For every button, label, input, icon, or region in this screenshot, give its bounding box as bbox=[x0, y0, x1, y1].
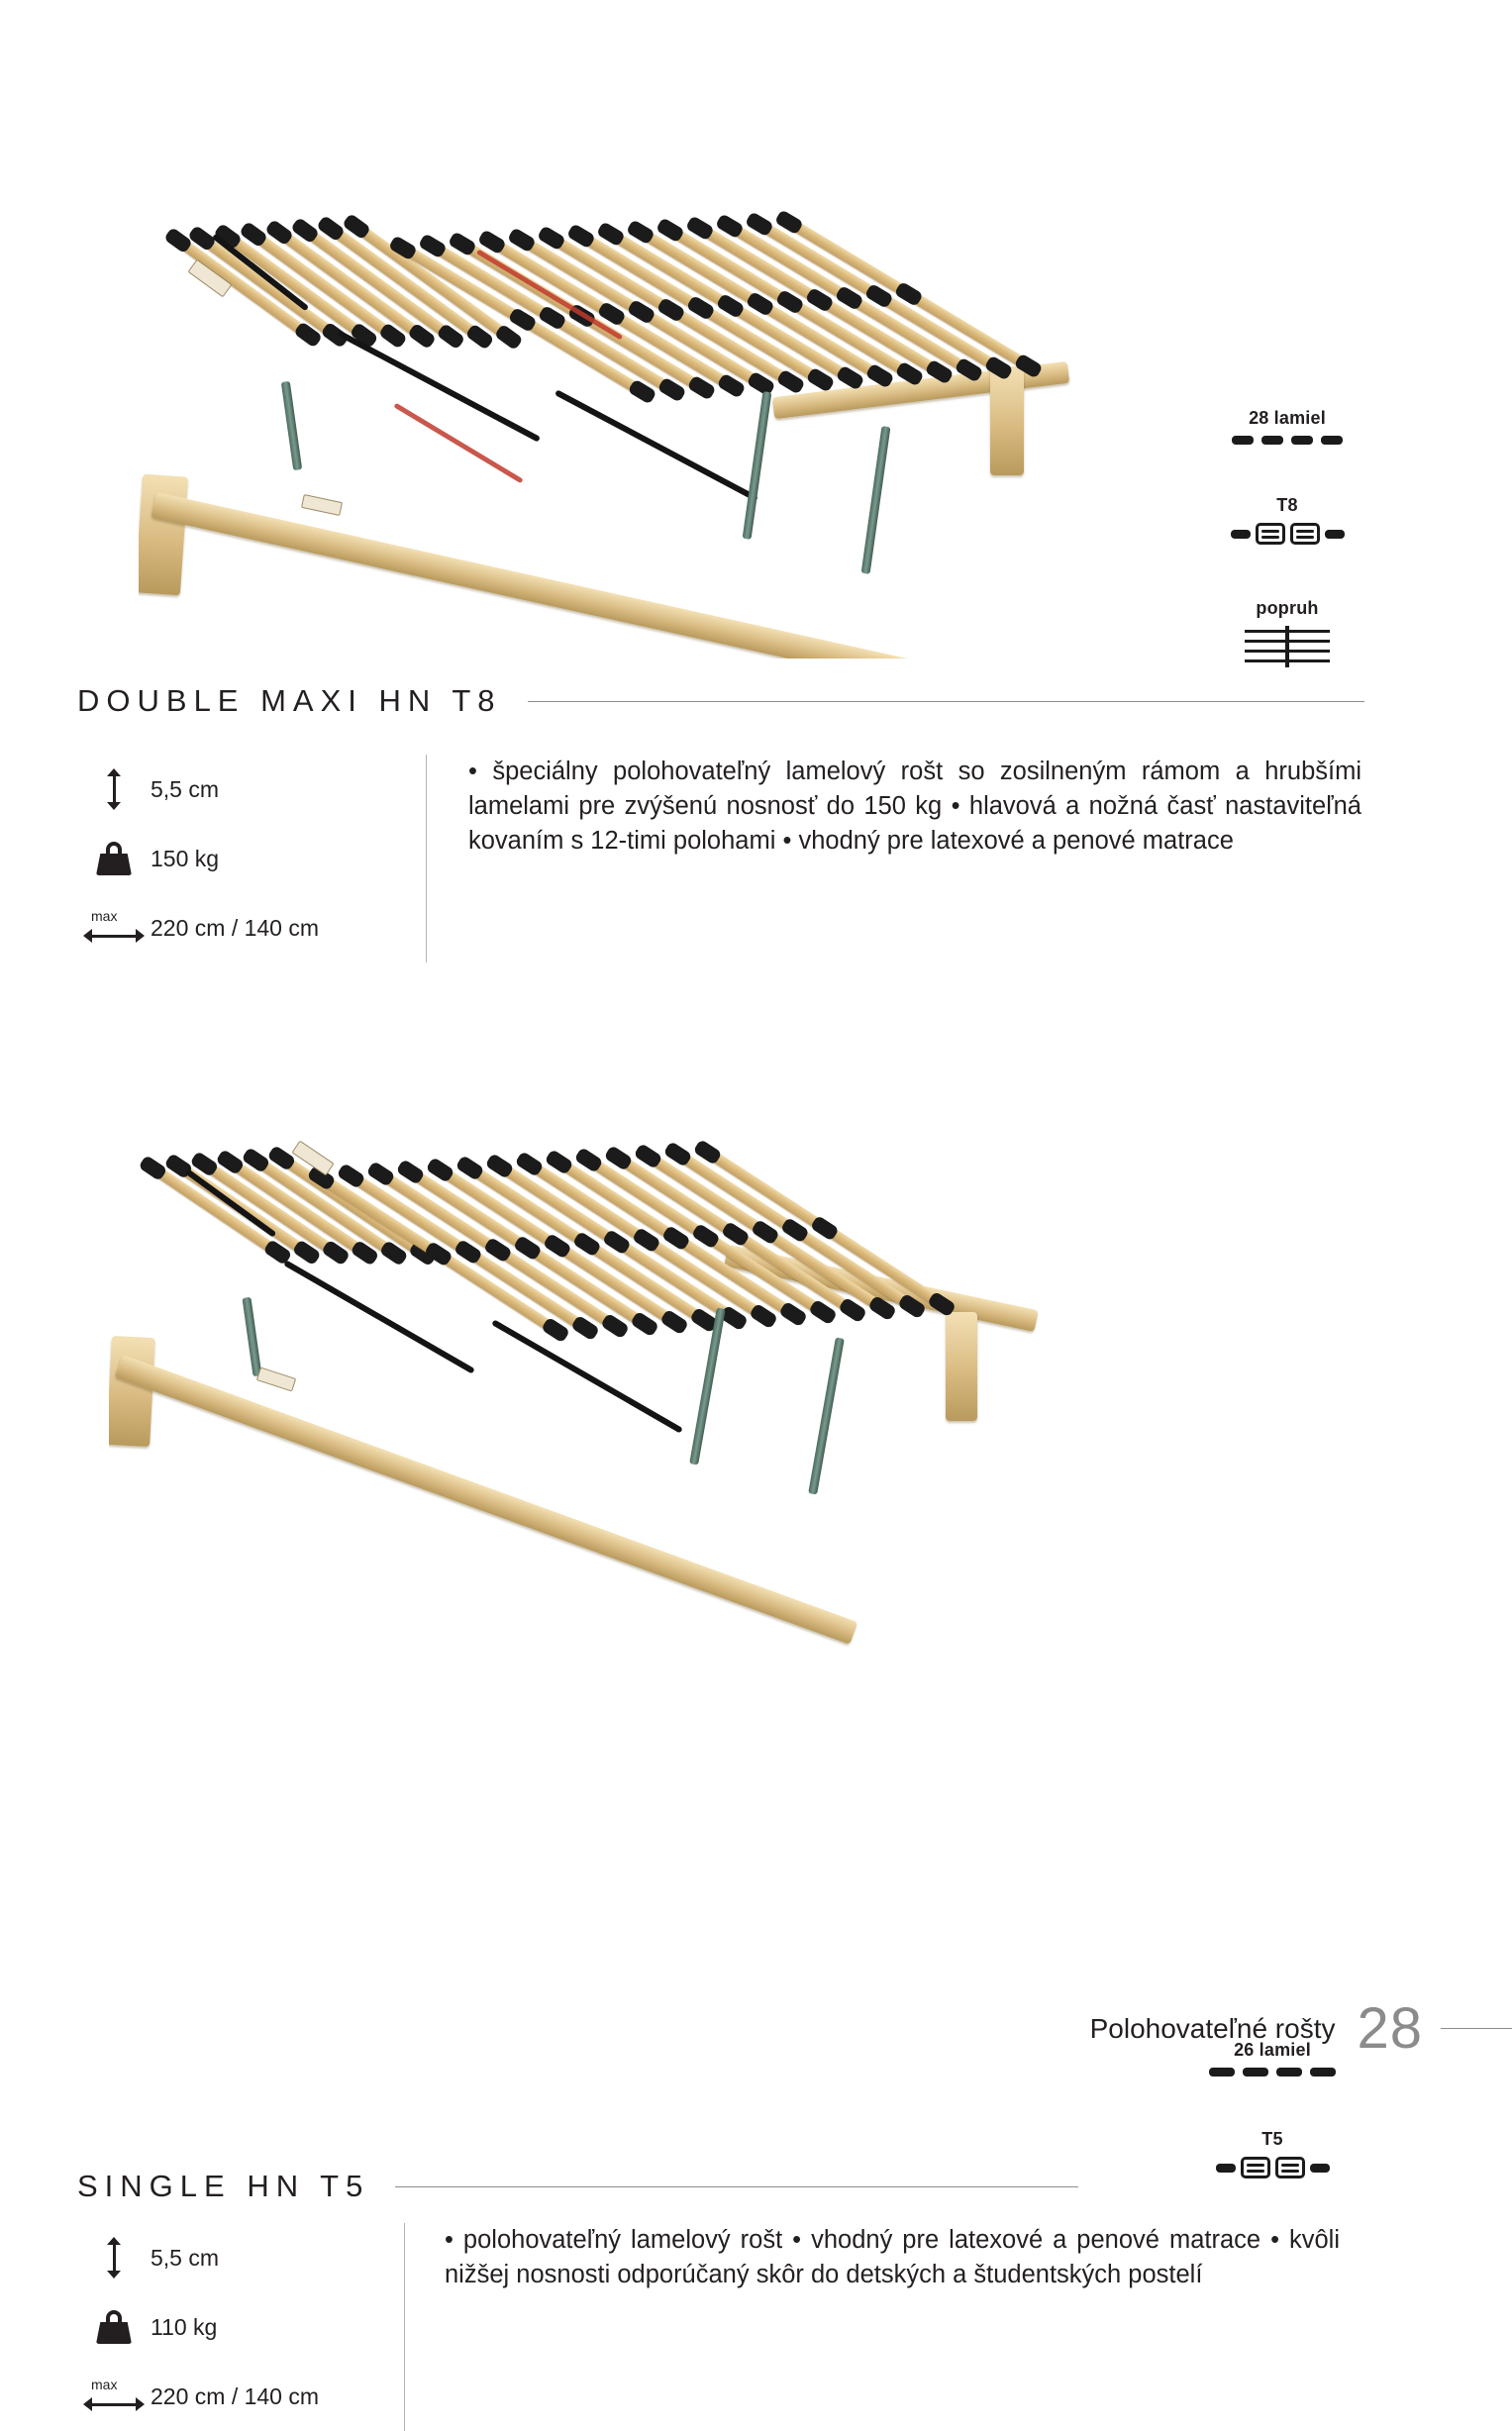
strap-icon bbox=[1245, 626, 1330, 667]
spec-list bbox=[77, 755, 426, 962]
product-description: • polohovateľný lamelový rošt • vhodný pre latexové a penové matrace • kvôli nižšej nosnosti odporúčaný skôr do detských a študentských postelí bbox=[404, 2223, 1340, 2431]
spec-load-capacity: 150 kg bbox=[77, 824, 416, 893]
page-footer bbox=[1090, 1995, 1512, 2062]
spec-list bbox=[77, 2223, 404, 2431]
lamel-bars-icon bbox=[1213, 436, 1361, 445]
footer-section-label: Polohovateľné rošty bbox=[1089, 2012, 1336, 2044]
double-maxi-hn-t8-photo bbox=[139, 144, 1089, 658]
lamel-count-badge: 28 lamiel bbox=[1213, 408, 1361, 445]
fitting-mechanism-icon bbox=[1213, 523, 1361, 545]
page-number: 28 bbox=[1357, 1996, 1423, 2061]
height-arrow-icon bbox=[77, 768, 151, 810]
spec-dimensions: max 220 cm / 140 cm bbox=[77, 893, 416, 962]
width-arrow-icon: max bbox=[77, 908, 151, 948]
spec-dimensions: max 220 cm / 140 cm bbox=[77, 2362, 394, 2431]
product-title-row bbox=[77, 683, 1364, 719]
weight-icon bbox=[77, 842, 151, 875]
product-info-row bbox=[77, 2223, 1364, 2431]
page-title: DOUBLE MAXI HN T8 bbox=[77, 683, 502, 718]
height-arrow-icon bbox=[77, 2237, 151, 2279]
single-hn-t5-photo bbox=[109, 1099, 1089, 1654]
product-info-row bbox=[77, 755, 1364, 962]
title-divider bbox=[528, 701, 1364, 702]
spec-height: 5,5 cm bbox=[77, 755, 416, 824]
lamel-bars-icon bbox=[1193, 2068, 1352, 2076]
title-divider bbox=[395, 2186, 1078, 2187]
product-title-row bbox=[77, 2169, 1369, 2204]
spec-height: 5,5 cm bbox=[77, 2223, 394, 2292]
product-description: • špeciálny polohovateľný lamelový rošt so zosilneným rámom a hrubšími lamelami pre zvýšenú nosnosť do 150 kg • hlavová a nožná časť nastaviteľná kovaním s 12-timi polohami • vhodný pre latexové a penové matrace bbox=[426, 755, 1361, 962]
footer-divider bbox=[1441, 2028, 1512, 2029]
t-type-badge: T8 bbox=[1213, 495, 1361, 545]
spec-load-capacity: 110 kg bbox=[77, 2292, 394, 2362]
weight-icon bbox=[77, 2310, 151, 2344]
popruh-badge: popruh bbox=[1213, 598, 1361, 667]
width-arrow-icon: max bbox=[77, 2377, 151, 2416]
lamel-count-badge: 26 lamiel bbox=[1193, 2040, 1352, 2076]
t-type-badge: T5 bbox=[1193, 2129, 1352, 2178]
page-title: SINGLE HN T5 bbox=[77, 2169, 370, 2203]
